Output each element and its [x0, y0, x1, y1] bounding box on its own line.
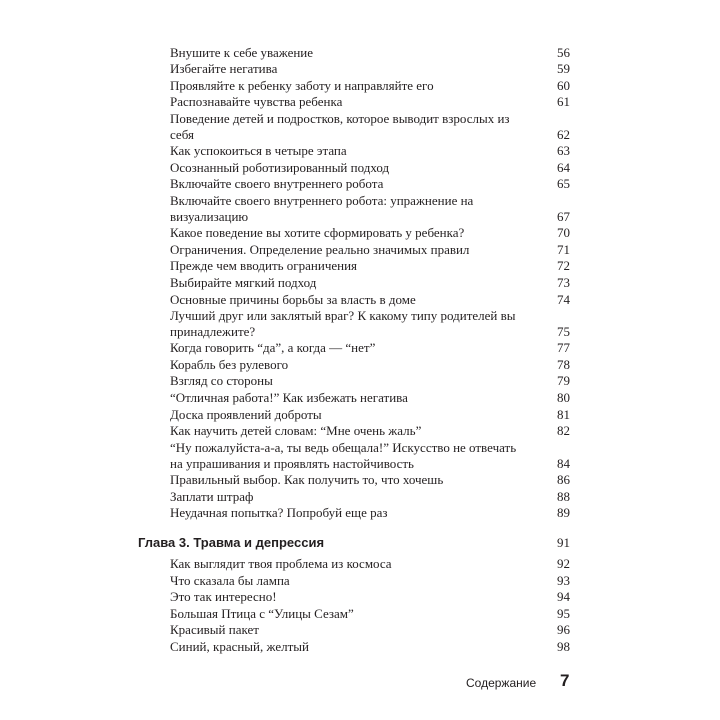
toc-entry	[170, 423, 570, 439]
toc-entry	[170, 176, 570, 192]
toc-entry	[170, 61, 570, 77]
toc-entry	[170, 78, 570, 94]
toc-entry-title: Внушите к себе уважение	[170, 45, 314, 60]
toc-entry-page: 59	[557, 61, 570, 76]
toc-entry-page: 70	[557, 225, 570, 240]
toc-entry-title: Большая Птица с “Улицы Сезам”	[170, 606, 354, 621]
page-number: 7	[560, 671, 570, 690]
toc-entry-page: 98	[557, 639, 570, 654]
toc-entry	[170, 357, 570, 373]
toc-entry	[170, 440, 570, 472]
toc-entry-title: Поведение детей и подростков, которое выводит взрослых из себя	[170, 111, 510, 142]
toc-entry-page: 75	[557, 324, 570, 339]
toc-entry-title: Ограничения. Определение реально значимых правил	[170, 242, 470, 257]
toc-entry	[170, 556, 570, 572]
toc-entry	[170, 489, 570, 505]
toc-entry	[170, 308, 570, 340]
toc-entry-title: Лучший друг или заклятый враг? К какому типу родителей вы принадлежите?	[170, 308, 516, 339]
toc-entry	[170, 160, 570, 176]
toc-entry-page: 72	[557, 258, 570, 273]
toc-entry	[170, 639, 570, 655]
toc-entry-page: 73	[557, 275, 570, 290]
toc-entry	[170, 407, 570, 423]
toc-entry-page: 93	[557, 573, 570, 588]
toc-entry-page: 84	[557, 456, 570, 471]
toc-entry-page: 80	[557, 390, 570, 405]
toc-entry	[170, 622, 570, 638]
running-footer-label: Содержание	[466, 676, 537, 690]
toc-entry-page: 61	[557, 94, 570, 109]
toc-entry	[170, 573, 570, 589]
toc-entry-page: 60	[557, 78, 570, 93]
toc-entry	[170, 275, 570, 291]
toc-entry-page: 79	[557, 373, 570, 388]
toc-entry-page: 94	[557, 589, 570, 604]
toc-entry-title: Проявляйте к ребенку заботу и направляйте его	[170, 78, 434, 93]
toc-entry	[170, 340, 570, 356]
toc-entry-page: 63	[557, 143, 570, 158]
toc-entry-page: 81	[557, 407, 570, 422]
toc-entry-title: Корабль без рулевого	[170, 357, 289, 372]
toc-entry-page: 95	[557, 606, 570, 621]
toc-entry-page: 78	[557, 357, 570, 372]
toc-entry-title: Синий, красный, желтый	[170, 639, 309, 654]
toc-entry-title: Взгляд со стороны	[170, 373, 273, 388]
toc-entry	[170, 225, 570, 241]
toc-entry-page: 92	[557, 556, 570, 571]
toc-entry-title: Доска проявлений доброты	[170, 407, 322, 422]
toc-entry-title: Осознанный роботизированный подход	[170, 160, 390, 175]
toc-entry-page: 67	[557, 209, 570, 224]
chapter-page: 91	[557, 535, 570, 550]
toc-entry	[170, 390, 570, 406]
toc-entry-title: Прежде чем вводить ограничения	[170, 258, 358, 273]
toc-entry	[170, 589, 570, 605]
toc-entry-title: Какое поведение вы хотите сформировать у ребенка?	[170, 225, 465, 240]
toc-entry	[170, 111, 570, 143]
toc-entry-page: 71	[557, 242, 570, 257]
toc-entry-title: Избегайте негатива	[170, 61, 278, 76]
toc-entry	[170, 373, 570, 389]
toc-entry	[170, 94, 570, 110]
toc-entry-title: Основные причины борьбы за власть в доме	[170, 292, 416, 307]
toc-entry	[170, 193, 570, 225]
toc-entry	[170, 143, 570, 159]
toc-entry-title: “Отличная работа!” Как избежать негатива	[170, 390, 408, 405]
toc-entry-title: Неудачная попытка? Попробуй еще раз	[170, 505, 388, 520]
chapter-title: Глава 3. Травма и депрессия	[138, 535, 325, 550]
toc-entry-title: Когда говорить “да”, а когда — “нет”	[170, 340, 376, 355]
toc-entry	[170, 45, 570, 61]
toc-entry-title: Правильный выбор. Как получить то, что хочешь	[170, 472, 444, 487]
toc-entry-page: 88	[557, 489, 570, 504]
toc-entry-page: 56	[557, 45, 570, 60]
toc-entry-title: Что сказала бы лампа	[170, 573, 290, 588]
toc-entry-title: “Ну пожалуйста-а-а, ты ведь обещала!” Искусство не отвечать на упрашивания и проявлять настойчивость	[170, 440, 517, 471]
toc-entry-page: 74	[557, 292, 570, 307]
toc-entry-page: 64	[557, 160, 570, 175]
toc-entry-title: Распознавайте чувства ребенка	[170, 94, 343, 109]
toc-entry-title: Как научить детей словам: “Мне очень жаль”	[170, 423, 422, 438]
chapter-heading	[138, 535, 570, 551]
toc-entry-title: Это так интересно!	[170, 589, 277, 604]
toc-entry	[170, 472, 570, 488]
toc-entry-page: 86	[557, 472, 570, 487]
toc-entry-page: 82	[557, 423, 570, 438]
toc-entry-title: Красивый пакет	[170, 622, 259, 637]
toc-entry-page: 96	[557, 622, 570, 637]
toc-entry	[170, 606, 570, 622]
toc-entry-title: Выбирайте мягкий подход	[170, 275, 317, 290]
toc-entry-page: 77	[557, 340, 570, 355]
toc-entry	[170, 242, 570, 258]
toc-entry-title: Заплати штраф	[170, 489, 254, 504]
toc-entry-page: 89	[557, 505, 570, 520]
toc-entry-page: 65	[557, 176, 570, 191]
toc-entry	[170, 258, 570, 274]
toc-entry-title: Включайте своего внутреннего робота	[170, 176, 384, 191]
toc-entry	[170, 292, 570, 308]
toc-entry-title: Включайте своего внутреннего робота: упражнение на визуализацию	[170, 193, 474, 224]
toc-entry-page: 62	[557, 127, 570, 142]
toc-entry	[170, 505, 570, 521]
toc-entry-title: Как успокоиться в четыре этапа	[170, 143, 347, 158]
toc-entry-title: Как выглядит твоя проблема из космоса	[170, 556, 392, 571]
